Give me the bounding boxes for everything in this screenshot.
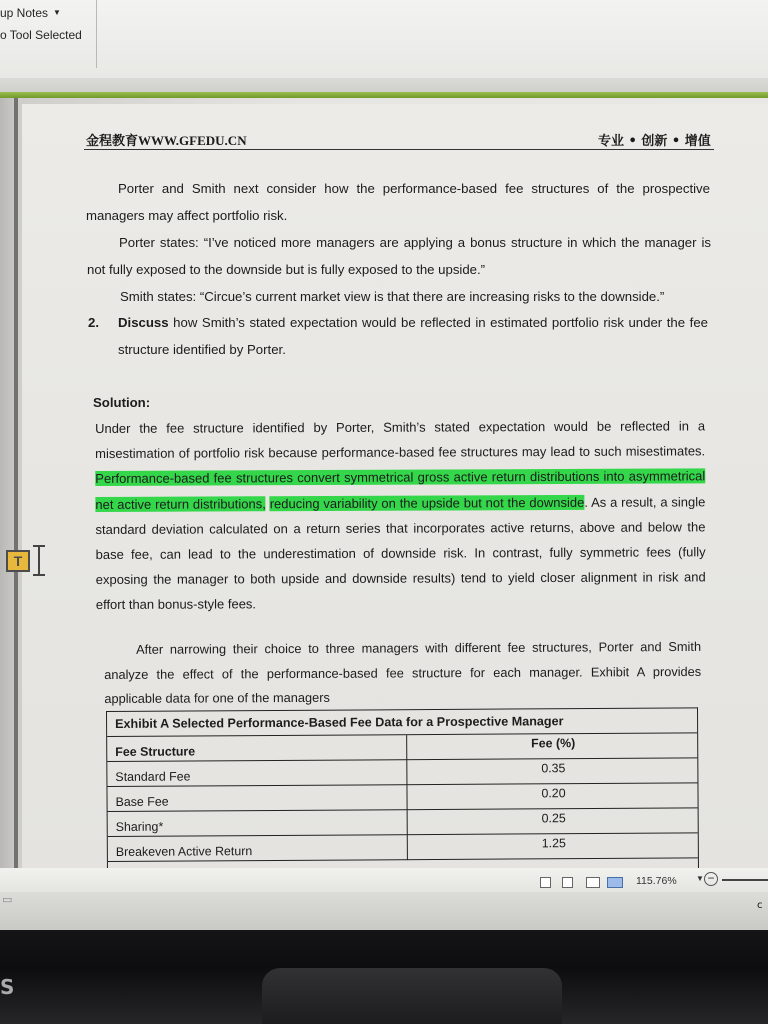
ribbon-group-notes [0, 0, 97, 68]
zoom-dropdown-icon[interactable]: ▼ [696, 874, 704, 883]
chevron-down-icon: ▼ [53, 8, 61, 17]
page-header-left: 金程教育WWW.GFEDU.CN [86, 133, 247, 148]
exhibit-table [106, 707, 699, 876]
solution-part1: Under the fee structure identified by Porter, Smith’s stated expectation would be reflected in a misestimation of portfolio risk because performance-based fee structures may lead to such misestimates. [95, 418, 706, 462]
table-cell: 1.25 [541, 836, 566, 851]
zoom-slider[interactable] [722, 879, 768, 881]
solution-part2: . As a result, a single standard deviation calculated on a return series that incorporates active returns, above and below the base fee, can lead to the underestimation of downside risk. In contrast, fully symmetric fees (fully exposing the manager to both upside and downside results) tend to yield closer alignment in risk and effort than bonus-style fees. [95, 493, 706, 613]
page-icon: ▭ [2, 893, 13, 906]
table-cell: 0.20 [541, 786, 566, 801]
continuous-view-icon[interactable] [562, 877, 573, 888]
table-cell: 0.25 [541, 811, 566, 826]
table-row [108, 808, 698, 837]
table-header-row [107, 733, 697, 762]
solution-text [95, 413, 706, 617]
porter-quote: Porter states: “I’ve noticed more managers are applying a bonus structure in which the manager is not fully exposed to the downside but is fully exposed to the upside.” [87, 235, 711, 277]
header-divider [84, 149, 714, 150]
highlight-1[interactable]: Performance-based fee structures convert symmetrical gross active return distributions into asymmetrical net active return distributions, [95, 468, 706, 512]
status-bar [0, 868, 768, 892]
question-task [118, 309, 708, 363]
column-header: Fee (%) [531, 736, 576, 751]
highlight-2[interactable]: reducing variability on the upside but not the downside [269, 494, 585, 511]
two-page-view-icon[interactable] [586, 877, 600, 888]
zoom-out-icon[interactable]: − [704, 872, 718, 886]
task-rest: how Smith’s stated expectation would be reflected in estimated portfolio risk under the fee structure identified by Porter. [118, 315, 708, 357]
table-cell: 0.35 [541, 761, 566, 776]
ribbon-toolbar [0, 0, 768, 92]
task-verb: Discuss [118, 315, 169, 330]
table-row [108, 833, 698, 862]
single-page-view-icon[interactable] [540, 877, 551, 888]
question-number: 2. [88, 315, 99, 330]
table-row [107, 783, 697, 812]
left-margin-bar [14, 98, 18, 868]
text-tool-icon[interactable]: T [6, 550, 30, 572]
column-header: Fee Structure [107, 735, 407, 762]
followup-text: After narrowing their choice to three managers with different fee structures, Porter and Smith analyze the effect of the performance-based fee structure for each manager. Exhibit A provides applicable data for one of the managers [104, 638, 702, 707]
exhibit-title: Exhibit A Selected Performance-Based Fee Data for a Prospective Manager [107, 708, 697, 737]
taskbar [0, 892, 768, 930]
ribbon-bottom-bar [0, 78, 768, 92]
smith-quote: Smith states: “Circue’s current market view is that there are increasing risks to the downside.” [120, 289, 665, 304]
solution-title: Solution: [93, 395, 151, 410]
question-intro: Porter and Smith next consider how the performance-based fee structures of the prospective managers may affect portfolio risk. [86, 181, 710, 223]
table-row [107, 758, 697, 787]
monitor-logo-icon: S [0, 975, 15, 999]
group-notes-label: up Notes [0, 6, 49, 20]
two-page-continuous-view-icon[interactable] [607, 877, 623, 888]
monitor-stand [262, 968, 562, 1024]
table-cell: Standard Fee [107, 760, 407, 787]
tool-selected-status: o Tool Selected [0, 28, 82, 42]
text-cursor-icon [33, 545, 45, 577]
taskbar-corner-icon: c [757, 900, 763, 911]
table-cell: Sharing* [108, 810, 408, 837]
table-cell: Base Fee [107, 785, 407, 812]
table-cell: Breakeven Active Return [108, 835, 408, 862]
page-header-right: 专业 • 创新 • 增值 [598, 134, 711, 149]
group-notes-dropdown[interactable] [0, 6, 61, 24]
zoom-level[interactable]: 115.76% [636, 875, 677, 887]
